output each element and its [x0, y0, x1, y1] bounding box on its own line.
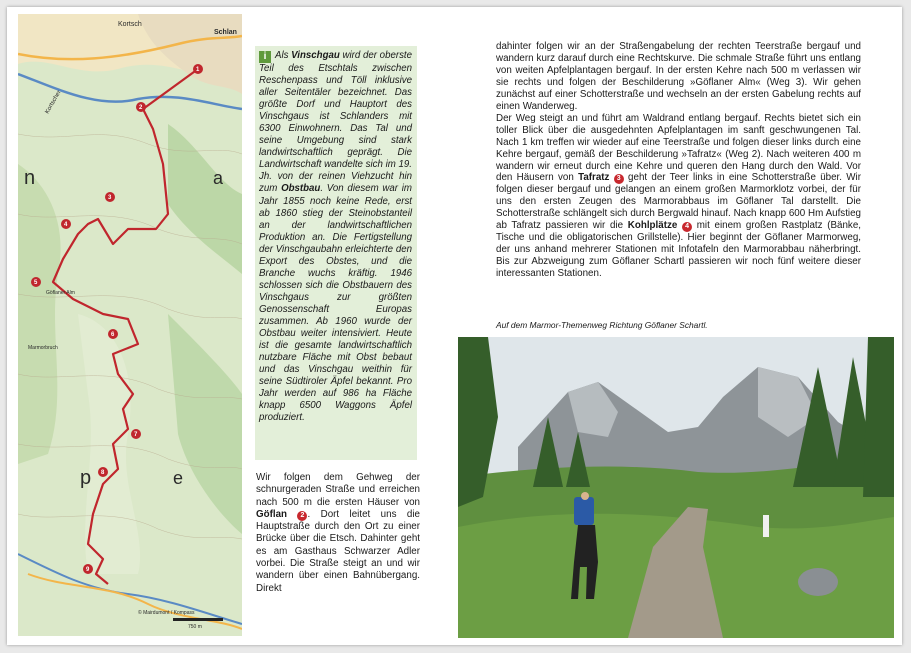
map-waypoint: 8	[101, 470, 105, 476]
map-label-n: n	[24, 167, 36, 189]
map-waypoint: 2	[139, 105, 143, 111]
waypoint-badge: 2	[297, 511, 307, 521]
route-map	[18, 14, 242, 636]
body-text-column-2: dahinter folgen wir an der Straßengabelung der rechten Teerstraße bergauf und wandern kurz darauf durch eine Rechtskurve. Die schmale Straße führt uns entlang von weiten Apfelplantagen bergauf. In der ersten Kehre nach 500 m verlassen wir sie rechts und folgen der Beschilderung »Göflaner Alm« (Weg 3). Wir gehen zunächst auf einer Schotterstraße und wechseln an der ersten Gabelung rechts auf einen Wanderweg. Der Weg steigt an und führt am Waldrand entlang bergauf. Rechts bietet sich ein toller Blick über die ausgedehnten Apfelplantagen im sanft geschwungenen Tal. Nach 1 km treffen wir wieder auf eine Teerstraße und folgen dieser links durch eine Kehre bergauf, gemäß der Beschilderung »Tafratz« (Weg 2). Nach weiteren 400 m wandern wir erneut durch eine Kehre und queren den Hang durch den Wald. Vor den Häusern von Tafratz 3 geht der Teer links in eine Schotterstraße über. Wir folgen dieser bergauf und gelangen an einem großen Marmorklotz vorbei, der für uns den ersten Zeugen des Marmorabbaus im Göflaner Tal darstellt. Die Schotterstraße schlängelt sich durch Bergwald hinauf. Nach knapp 600 Hm Aufstieg ab Tafratz passieren wir die Kohlplätze 4 mit einem großen Rastplatz (Bänke, Tische und die obligatorischen Grillstelle). Hier beginnt der Göflaner Marmorweg, der uns anhand mehrerer Stationen mit Infotafeln den Marmorabbau näherbringt. Bis zur Abzweigung zum Göflaner Schartl passieren wir noch fünf weitere dieser interessanten Stationen.	[496, 41, 861, 280]
map-graphic	[18, 14, 242, 636]
photo-caption: Auf dem Marmor-Themenweg Richtung Göflaner Schartl.	[496, 320, 708, 330]
term-obstbau: Obstbau	[281, 183, 321, 195]
hiking-photo	[458, 337, 894, 638]
waypoint-badge: 4	[682, 222, 692, 232]
map-label-p: p	[80, 467, 92, 489]
map-label-schlanders: Schlan	[214, 29, 237, 36]
place-goeflan: Göflan	[256, 508, 288, 520]
map-waypoint: 1	[196, 67, 200, 73]
map-waypoint: 7	[134, 432, 138, 438]
map-label-goeflaner-alm: Göflaner Alm	[46, 290, 75, 296]
map-credit: © Mairdumont / Kompass	[138, 610, 195, 616]
place-kohlplaetze: Kohlplätze	[627, 220, 678, 232]
map-waypoint: 3	[108, 195, 112, 201]
map-waypoint: 9	[86, 567, 90, 573]
map-label-kortsch: Kortsch	[118, 21, 142, 28]
info-box-text: i Als Vinschgau wird der oberste Teil des Etschtals zwischen Reschenpass und Töll inklusive aller Seitentäler bezeichnet. Das größte Dorf und Hauptort des Vinschgaus ist Schlanders mit 6300 Einwohnern. Das Tal und seine Umgebung sind stark landwirtschaftlich geprägt. Die Landwirtschaft wandelte sich im 19. Jh. von der reinen Viehzucht hin zum Obstbau. Von diesem war im Jahr 1855 noch keine Rede, erst ab 1860 stieg der Steinobstanteil an der landwirtschaftlichen Produktion an. Die Fertigstellung der Vinschgaubahn erleichterte den Export des Obstes, und die Branche wuchs kräftig. 1946 schlossen sich die Obstbauern des Vinschgaus zur größten Genossenschaft Europas zusammen. Ab 1960 wurde der Obstbau weiter intensiviert. Heute ist die gesamte landwirtschaftlich nutzbare Fläche mit Obst bebaut und das Vinschgau weithin für seine Südtiroler Äpfel bekannt. Pro Jahr werden auf 986 ha Fläche knapp 6500 Waggons Äpfel produziert.	[259, 50, 412, 424]
map-waypoint: 4	[64, 222, 68, 228]
map-label-e: e	[173, 468, 184, 488]
info-icon: i	[259, 51, 271, 63]
map-scale: 750 m	[188, 624, 202, 630]
photo-graphic	[458, 337, 894, 638]
body-text-column-1: Wir folgen dem Gehweg der schnurgeraden Straße und erreichen nach 500 m die ersten Häuser von Göflan 2 . Dort leitet uns die Hauptstraße durch den Ort zu einer Brücke über die Etsch. Dahinter geht es am Gasthaus Schwarzer Adler vorbei. Die Straße steigt an und wir wandern über einen Bahnübergang. Direkt	[256, 472, 420, 594]
map-label-marmorbruch: Marmorbruch	[28, 345, 58, 351]
place-tafratz: Tafratz	[578, 172, 610, 184]
info-box	[255, 46, 417, 460]
term-vinschgau: Vinschgau	[291, 50, 340, 61]
map-waypoint: 5	[34, 280, 38, 286]
map-label-a: a	[213, 168, 224, 188]
waypoint-badge: 3	[614, 174, 624, 184]
map-waypoint: 6	[111, 332, 115, 338]
map-label-kortscher: Kortscher	[44, 89, 63, 115]
